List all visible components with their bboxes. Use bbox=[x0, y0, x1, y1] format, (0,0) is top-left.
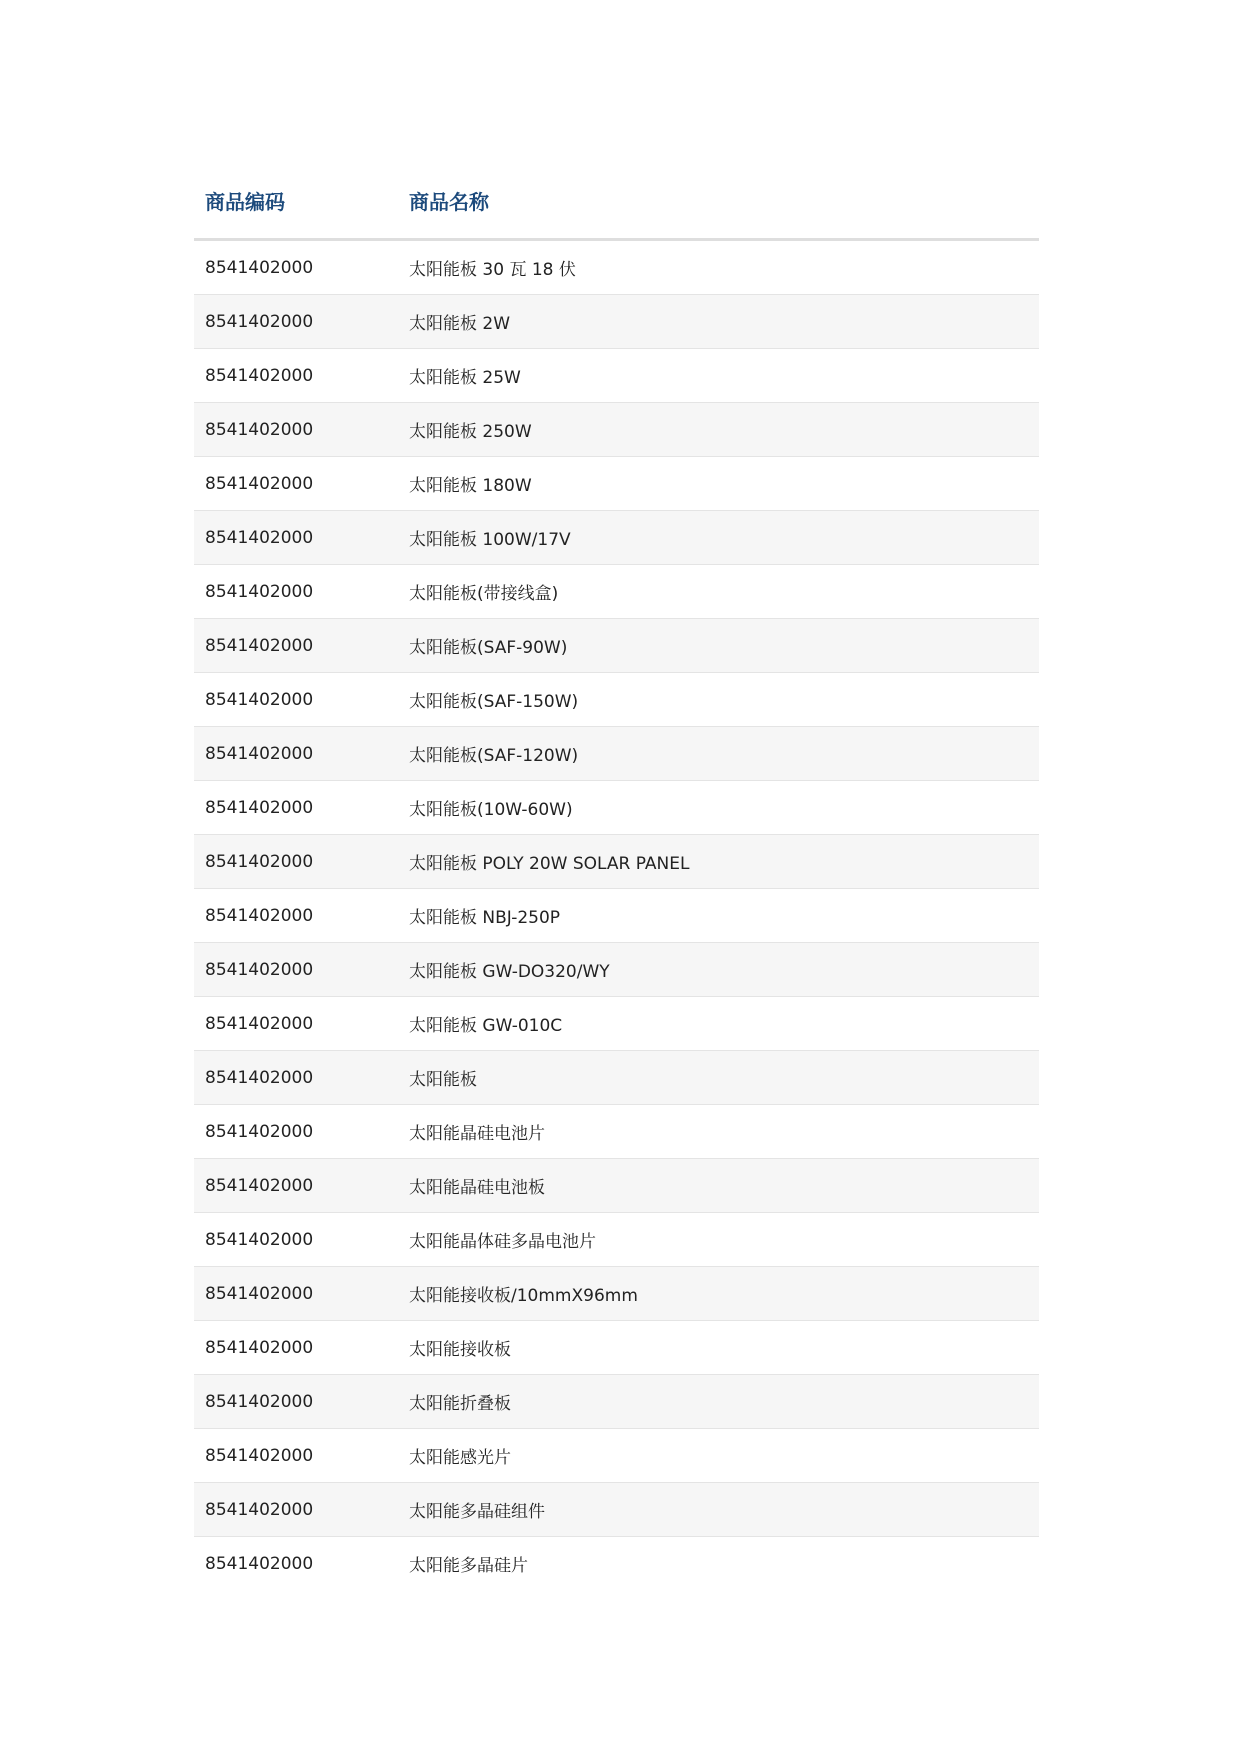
cell-product-code: 8541402000 bbox=[194, 673, 398, 727]
cell-product-name: 太阳能晶体硅多晶电池片 bbox=[398, 1213, 1039, 1267]
header-product-name: 商品名称 bbox=[398, 162, 1039, 240]
cell-product-name: 太阳能板 GW-010C bbox=[398, 997, 1039, 1051]
cell-product-code: 8541402000 bbox=[194, 1267, 398, 1321]
cell-product-code: 8541402000 bbox=[194, 1429, 398, 1483]
table-row bbox=[194, 240, 1039, 295]
table-row bbox=[194, 349, 1039, 403]
cell-product-code: 8541402000 bbox=[194, 619, 398, 673]
cell-product-name: 太阳能接收板/10mmX96mm bbox=[398, 1267, 1039, 1321]
table-row bbox=[194, 1429, 1039, 1483]
cell-product-name: 太阳能板 NBJ-250P bbox=[398, 889, 1039, 943]
cell-product-name: 太阳能板 bbox=[398, 1051, 1039, 1105]
cell-product-name: 太阳能板(SAF-90W) bbox=[398, 619, 1039, 673]
table-row bbox=[194, 889, 1039, 943]
header-product-code: 商品编码 bbox=[194, 162, 398, 240]
table-header-row bbox=[194, 162, 1039, 240]
table-row bbox=[194, 997, 1039, 1051]
cell-product-name: 太阳能多晶硅片 bbox=[409, 1556, 528, 1576]
cell-product-name: 太阳能板(SAF-150W) bbox=[398, 673, 1039, 727]
cell-product-code: 8541402000 bbox=[194, 1105, 398, 1159]
table-row bbox=[194, 1159, 1039, 1213]
table-row bbox=[194, 1213, 1039, 1267]
cell-product-code: 8541402000 bbox=[194, 1213, 398, 1267]
cell-product-code: 8541402000 bbox=[194, 889, 398, 943]
cell-product-code: 8541402000 bbox=[194, 1321, 398, 1375]
cell-product-name: 太阳能折叠板 bbox=[398, 1375, 1039, 1429]
table-row bbox=[194, 1051, 1039, 1105]
cell-product-code: 8541402000 bbox=[194, 403, 398, 457]
table-row bbox=[194, 835, 1039, 889]
cell-product-name: 太阳能板 100W/17V bbox=[398, 511, 1039, 565]
cell-product-code: 8541402000 bbox=[194, 835, 398, 889]
cell-product-name: 太阳能板 POLY 20W SOLAR PANEL bbox=[398, 835, 1039, 889]
cell-product-name: 太阳能晶硅电池板 bbox=[398, 1159, 1039, 1213]
table-row bbox=[194, 1483, 1039, 1537]
table-row bbox=[194, 943, 1039, 997]
table-row bbox=[194, 1375, 1039, 1429]
cell-product-name: 太阳能晶硅电池片 bbox=[398, 1105, 1039, 1159]
table-row bbox=[194, 1321, 1039, 1375]
cell-product-name: 太阳能板 30 瓦 18 伏 bbox=[398, 240, 1039, 295]
cell-product-code: 8541402000 bbox=[194, 727, 398, 781]
cell-product-name: 太阳能板 25W bbox=[398, 349, 1039, 403]
cell-product-code: 8541402000 bbox=[194, 295, 398, 349]
cell-product-code: 8541402000 bbox=[194, 1051, 398, 1105]
product-code-table bbox=[194, 162, 1039, 1590]
cell-product-code: 8541402000 bbox=[194, 1159, 398, 1213]
cell-product-code: 8541402000 bbox=[194, 511, 398, 565]
table-row bbox=[194, 295, 1039, 349]
cell-product-name: 太阳能接收板 bbox=[398, 1321, 1039, 1375]
cell-product-code: 8541402000 bbox=[194, 349, 398, 403]
cell-product-code: 8541402000 bbox=[194, 781, 398, 835]
cell-product-name: 太阳能板(SAF-120W) bbox=[398, 727, 1039, 781]
cell-product-name: 太阳能感光片 bbox=[398, 1429, 1039, 1483]
table-row bbox=[194, 403, 1039, 457]
cell-product-code: 8541402000 bbox=[194, 565, 398, 619]
table-row bbox=[194, 781, 1039, 835]
table-row bbox=[194, 727, 1039, 781]
cell-product-code: 8541402000 bbox=[194, 1375, 398, 1429]
cell-product-name: 太阳能板(带接线盒) bbox=[398, 565, 1039, 619]
table-body bbox=[194, 240, 1039, 1591]
table-row bbox=[194, 1267, 1039, 1321]
cell-product-code: 8541402000 bbox=[194, 997, 398, 1051]
cell-product-name: 太阳能板 250W bbox=[398, 403, 1039, 457]
cell-product-code: 8541402000 bbox=[194, 457, 398, 511]
table-row bbox=[194, 1105, 1039, 1159]
table-row bbox=[194, 457, 1039, 511]
cell-product-name: 太阳能板 GW-DO320/WY bbox=[398, 943, 1039, 997]
table-row bbox=[194, 565, 1039, 619]
cell-product-code: 8541402000 bbox=[194, 1483, 398, 1537]
table-row bbox=[194, 511, 1039, 565]
cell-product-name: 太阳能板 2W bbox=[398, 295, 1039, 349]
cell-product-code: 8541402000 bbox=[194, 943, 398, 997]
cell-product-code: 8541402000 bbox=[194, 240, 398, 295]
cell-product-name: 太阳能板(10W-60W) bbox=[398, 781, 1039, 835]
cell-product-code: 8541402000 bbox=[205, 1553, 314, 1574]
table-row bbox=[194, 619, 1039, 673]
table-row bbox=[194, 1537, 1039, 1591]
cell-product-name: 太阳能板 180W bbox=[398, 457, 1039, 511]
cell-product-name: 太阳能多晶硅组件 bbox=[398, 1483, 1039, 1537]
table-row bbox=[194, 673, 1039, 727]
